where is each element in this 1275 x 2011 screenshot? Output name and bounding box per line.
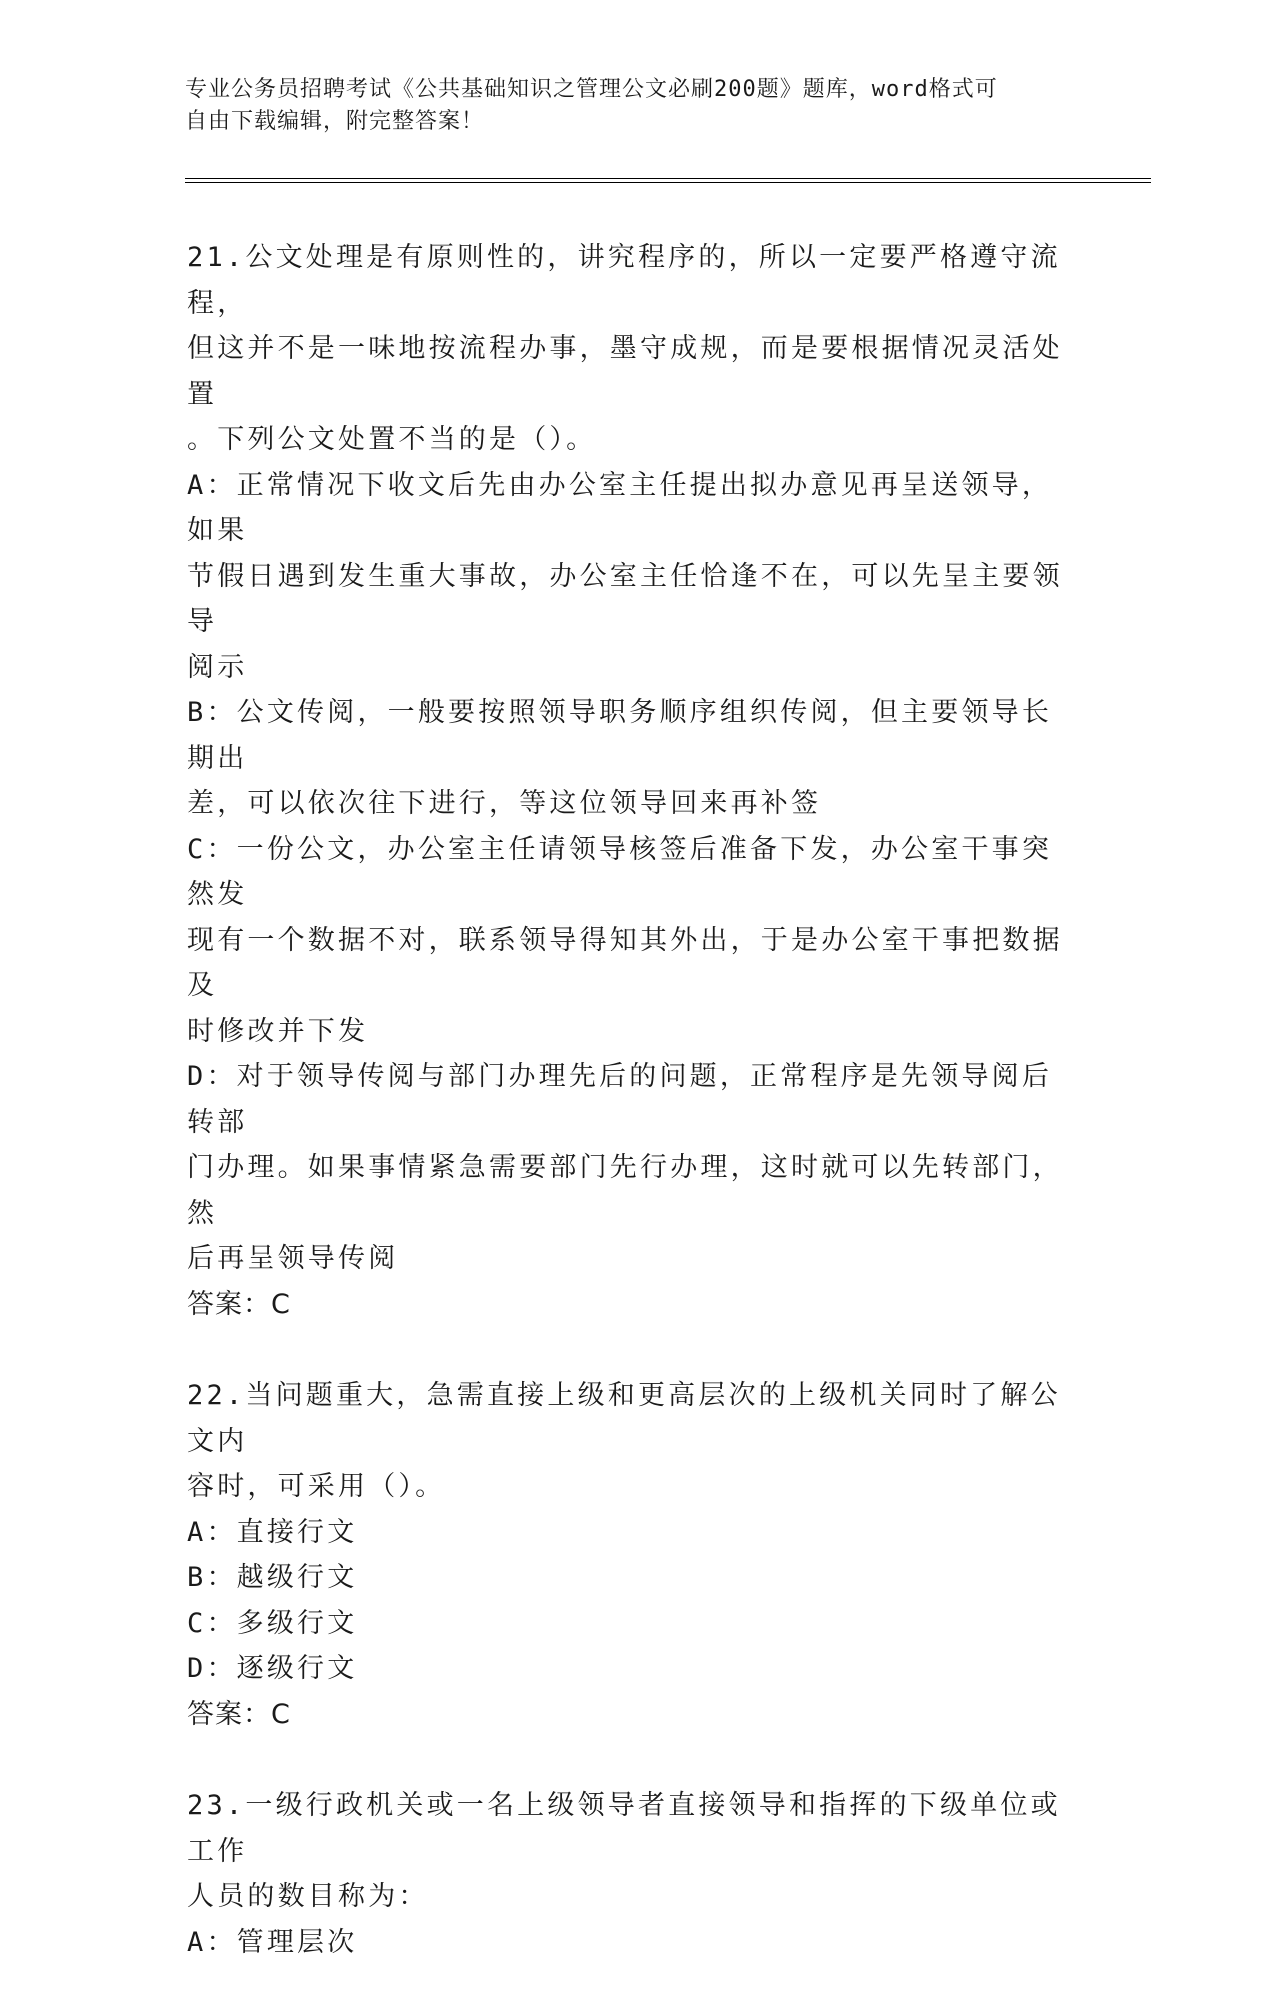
option-line: 阅示: [187, 651, 248, 683]
option-line: 后再呈领导传阅: [187, 1243, 399, 1274]
question-list: [187, 235, 1077, 2011]
option-line: 现有一个数据不对，联系领导得知其外出，于是办公室干事把数据及: [187, 924, 1063, 1001]
stem-line: 人员的数目称为：: [187, 1881, 429, 1912]
document-header: [185, 74, 1065, 138]
question-22: [187, 1373, 1077, 1737]
header-divider-bottom: [185, 182, 1151, 183]
stem-line: 。下列公文处置不当的是（）。: [187, 424, 597, 455]
header-line-2: 自由下载编辑，附完整答案！: [185, 109, 485, 134]
option-line: C：一份公文，办公室主任请领导核签后准备下发，办公室干事突然发: [187, 833, 1053, 910]
option-b: [187, 690, 1077, 827]
option-line: B：公文传阅，一般要按照领导职务顺序组织传阅，但主要领导长期出: [187, 697, 1053, 774]
option-d: D：逐级行文: [187, 1653, 358, 1684]
stem-line: 但这并不是一味地按流程办事，墨守成规，而是要根据情况灵活处置: [187, 333, 1063, 410]
option-a: A：直接行文: [187, 1516, 358, 1548]
option-line: D：对于领导传阅与部门办理先后的问题，正常程序是先领导阅后转部: [187, 1061, 1053, 1138]
option-c: C：多级行文: [187, 1607, 358, 1639]
option-b: B：越级行文: [187, 1562, 358, 1593]
question-23: [187, 1783, 1077, 1965]
header-divider-top: [185, 178, 1151, 179]
option-line: 差，可以依次往下进行，等这位领导回来再补签: [187, 788, 822, 819]
option-line: 节假日遇到发生重大事故，办公室主任恰逢不在，可以先呈主要领导: [187, 560, 1063, 637]
option-line: 时修改并下发: [187, 1015, 369, 1047]
stem-line: 23.一级行政机关或一名上级领导者直接领导和指挥的下级单位或工作: [187, 1790, 1061, 1867]
stem-line: 容时，可采用（）。: [187, 1471, 446, 1502]
question-stem: [187, 1373, 1077, 1510]
stem-line: 22.当问题重大，急需直接上级和更高层次的上级机关同时了解公文内: [187, 1380, 1061, 1457]
question-stem: [187, 235, 1077, 463]
answer-22: 答案：C: [187, 1698, 291, 1730]
option-line: A：正常情况下收文后先由办公室主任提出拟办意见再呈送领导，如果: [187, 469, 1053, 546]
header-line-1: 专业公务员招聘考试《公共基础知识之管理公文必刷200题》题库，word格式可: [185, 77, 998, 102]
stem-line: 21.公文处理是有原则性的，讲究程序的，所以一定要严格遵守流程，: [187, 242, 1061, 319]
option-c: [187, 827, 1077, 1055]
option-line: 门办理。如果事情紧急需要部门先行办理，这时就可以先转部门，然: [187, 1152, 1063, 1229]
option-a: [187, 463, 1077, 691]
question-stem: [187, 1783, 1077, 1920]
question-21: [187, 235, 1077, 1327]
answer-21: 答案：C: [187, 1288, 291, 1320]
option-a: A：管理层次: [187, 1926, 358, 1958]
option-d: [187, 1054, 1077, 1282]
